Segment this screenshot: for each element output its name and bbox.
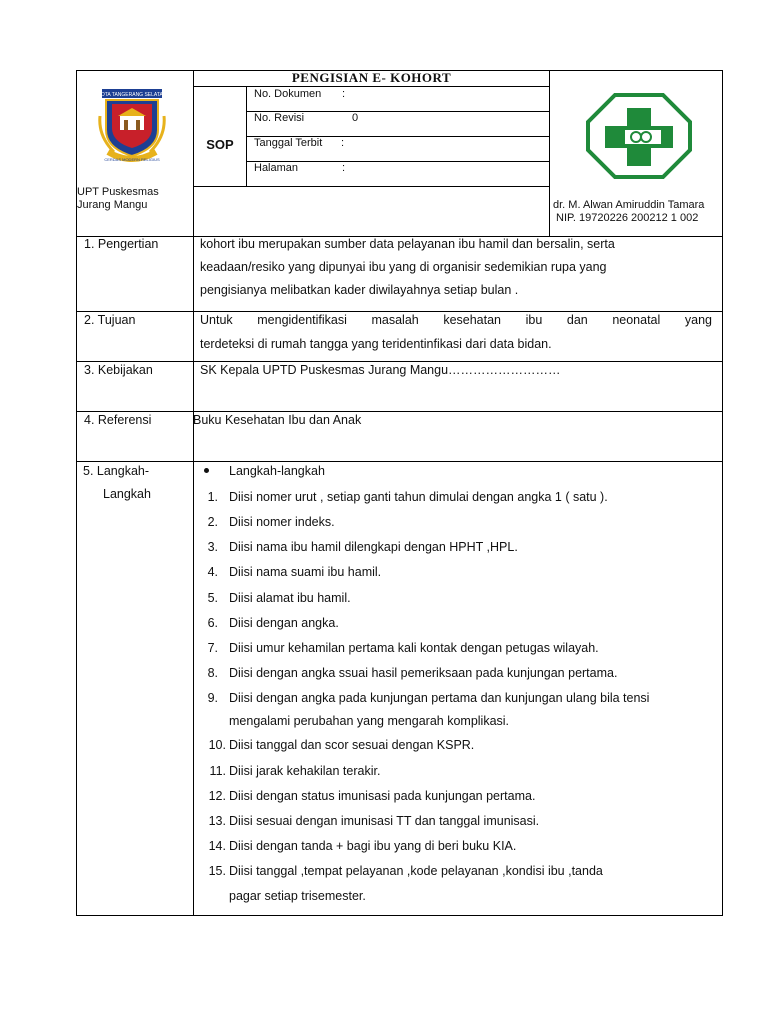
table-border-bottom [76,915,723,916]
puskesmas-cross-icon [585,92,693,180]
step-text: Diisi dengan angka. [229,616,339,630]
step-text: Diisi tanggal dan scor sesuai dengan KSPR. [229,738,475,752]
section-label-pengertian: 1. Pengertian [84,237,159,251]
step-number: 4. [207,565,218,579]
section-label-langkah-1: 5. Langkah- [83,464,150,478]
step-number: 1. [207,490,218,504]
meta-label-tanggal: Tanggal Terbit [254,137,323,149]
step-number: 13. [208,814,226,828]
header-right-divider [549,70,550,236]
separator-kebijakan [76,411,723,412]
table-border-right [722,70,723,916]
step-number: 14. [208,839,226,853]
step-text: Diisi nama suami ibu hamil. [229,565,382,579]
section-label-referensi: 4. Referensi [84,413,152,427]
step-number: 5. [207,591,218,605]
meta-label-dokumen: No. Dokumen [254,88,322,100]
pengertian-line-2: keadaan/resiko yang dipunyai ibu yang di organisir sedemikian rupa yang [200,260,607,274]
meta-label-revisi: No. Revisi [254,112,305,124]
referensi-text: Buku Kesehatan Ibu dan Anak [193,413,362,427]
bullet-dot-icon [204,468,209,473]
step-number: 9. [207,691,218,705]
step-number: 11. [209,764,226,778]
emblem-top-text: KOTA TANGERANG SELATAN [97,92,167,98]
column-divider [193,70,194,916]
sop-label: SOP [206,137,234,152]
city-emblem-logo [96,86,168,166]
meta-value-dokumen: : [342,88,346,100]
org-name-line1: UPT Puskesmas [77,186,159,198]
pengertian-line-3: pengisianya melibatkan kader diwilayahnya setiap bulan . [200,283,519,297]
step-number: 12. [208,789,226,803]
city-emblem-icon [96,86,168,166]
step-text: Diisi tanggal ,tempat pelayanan ,kode pelayanan ,kondisi ibu ,tanda [229,864,603,878]
meta-value-tanggal: : [341,137,345,149]
kebijakan-text: SK Kepala UPTD Puskesmas Jurang Mangu……………………… [200,363,561,377]
step-text: Diisi alamat ibu hamil. [229,591,351,605]
separator-pengertian [76,311,723,312]
step-text: Diisi dengan status imunisasi pada kunjungan pertama. [229,789,536,803]
separator-tujuan [76,361,723,362]
meta-value-revisi: 0 [352,112,359,124]
step-text: Diisi dengan tanda + bagi ibu yang di beri buku KIA. [229,839,517,853]
meta-value-halaman: : [342,162,346,174]
step-text: Diisi dengan angka pada kunjungan pertama dan kunjungan ulang bila tensi [229,691,650,705]
step-text-continued: pagar setiap trisemester. [229,889,366,903]
signer-name: dr. M. Alwan Amiruddin Tamara [553,199,705,211]
org-name-line2: Jurang Mangu [77,199,148,211]
section-label-langkah-2: Langkah [103,487,151,501]
step-text: Diisi jarak kehakilan terakir. [229,764,381,778]
pengertian-line-1: kohort ibu merupakan sumber data pelayanan ibu hamil dan bersalin, serta [200,237,615,251]
step-number: 2. [207,515,218,529]
step-number: 3. [207,540,218,554]
step-text: Diisi nama ibu hamil dilengkapi dengan HPHT ,HPL. [229,540,518,554]
document-title: PENGISIAN E- KOHORT [291,70,452,85]
tujuan-line-2: terdeteksi di rumah tangga yang teridentinfikasi dari data bidan. [200,337,552,351]
signer-nip: NIP. 19720226 200212 1 002 [556,212,699,224]
puskesmas-logo [585,92,693,180]
emblem-bottom-text: CERDAS MODERN RELIGIUS [104,157,160,162]
step-text-continued: mengalami perubahan yang mengarah komplikasi. [229,714,510,728]
step-number: 10. [208,738,226,752]
section-label-kebijakan: 3. Kebijakan [84,363,153,377]
step-text: Diisi dengan angka ssuai hasil pemeriksaan pada kunjungan pertama. [229,666,618,680]
meta-label-halaman: Halaman [254,162,299,174]
separator-referensi [76,461,723,462]
meta-line-4 [193,186,550,187]
step-text: Diisi sesuai dengan imunisasi TT dan tanggal imunisasi. [229,814,540,828]
step-text: Diisi nomer indeks. [229,515,335,529]
step-text: Diisi nomer urut , setiap ganti tahun dimulai dengan angka 1 ( satu ). [229,490,608,504]
title-underline [193,86,550,87]
section-label-tujuan: 2. Tujuan [84,313,136,327]
tujuan-line-1: Untuk mengidentifikasi masalah kesehatan ibu dan neonatal yang [200,313,712,327]
step-text: Diisi umur kehamilan pertama kali kontak dengan petugas wilayah. [229,641,599,655]
langkah-bullet-text: Langkah-langkah [229,464,325,478]
step-number: 8. [207,666,218,680]
step-number: 15. [208,864,226,878]
step-number: 6. [207,616,218,630]
step-number: 7. [207,641,218,655]
